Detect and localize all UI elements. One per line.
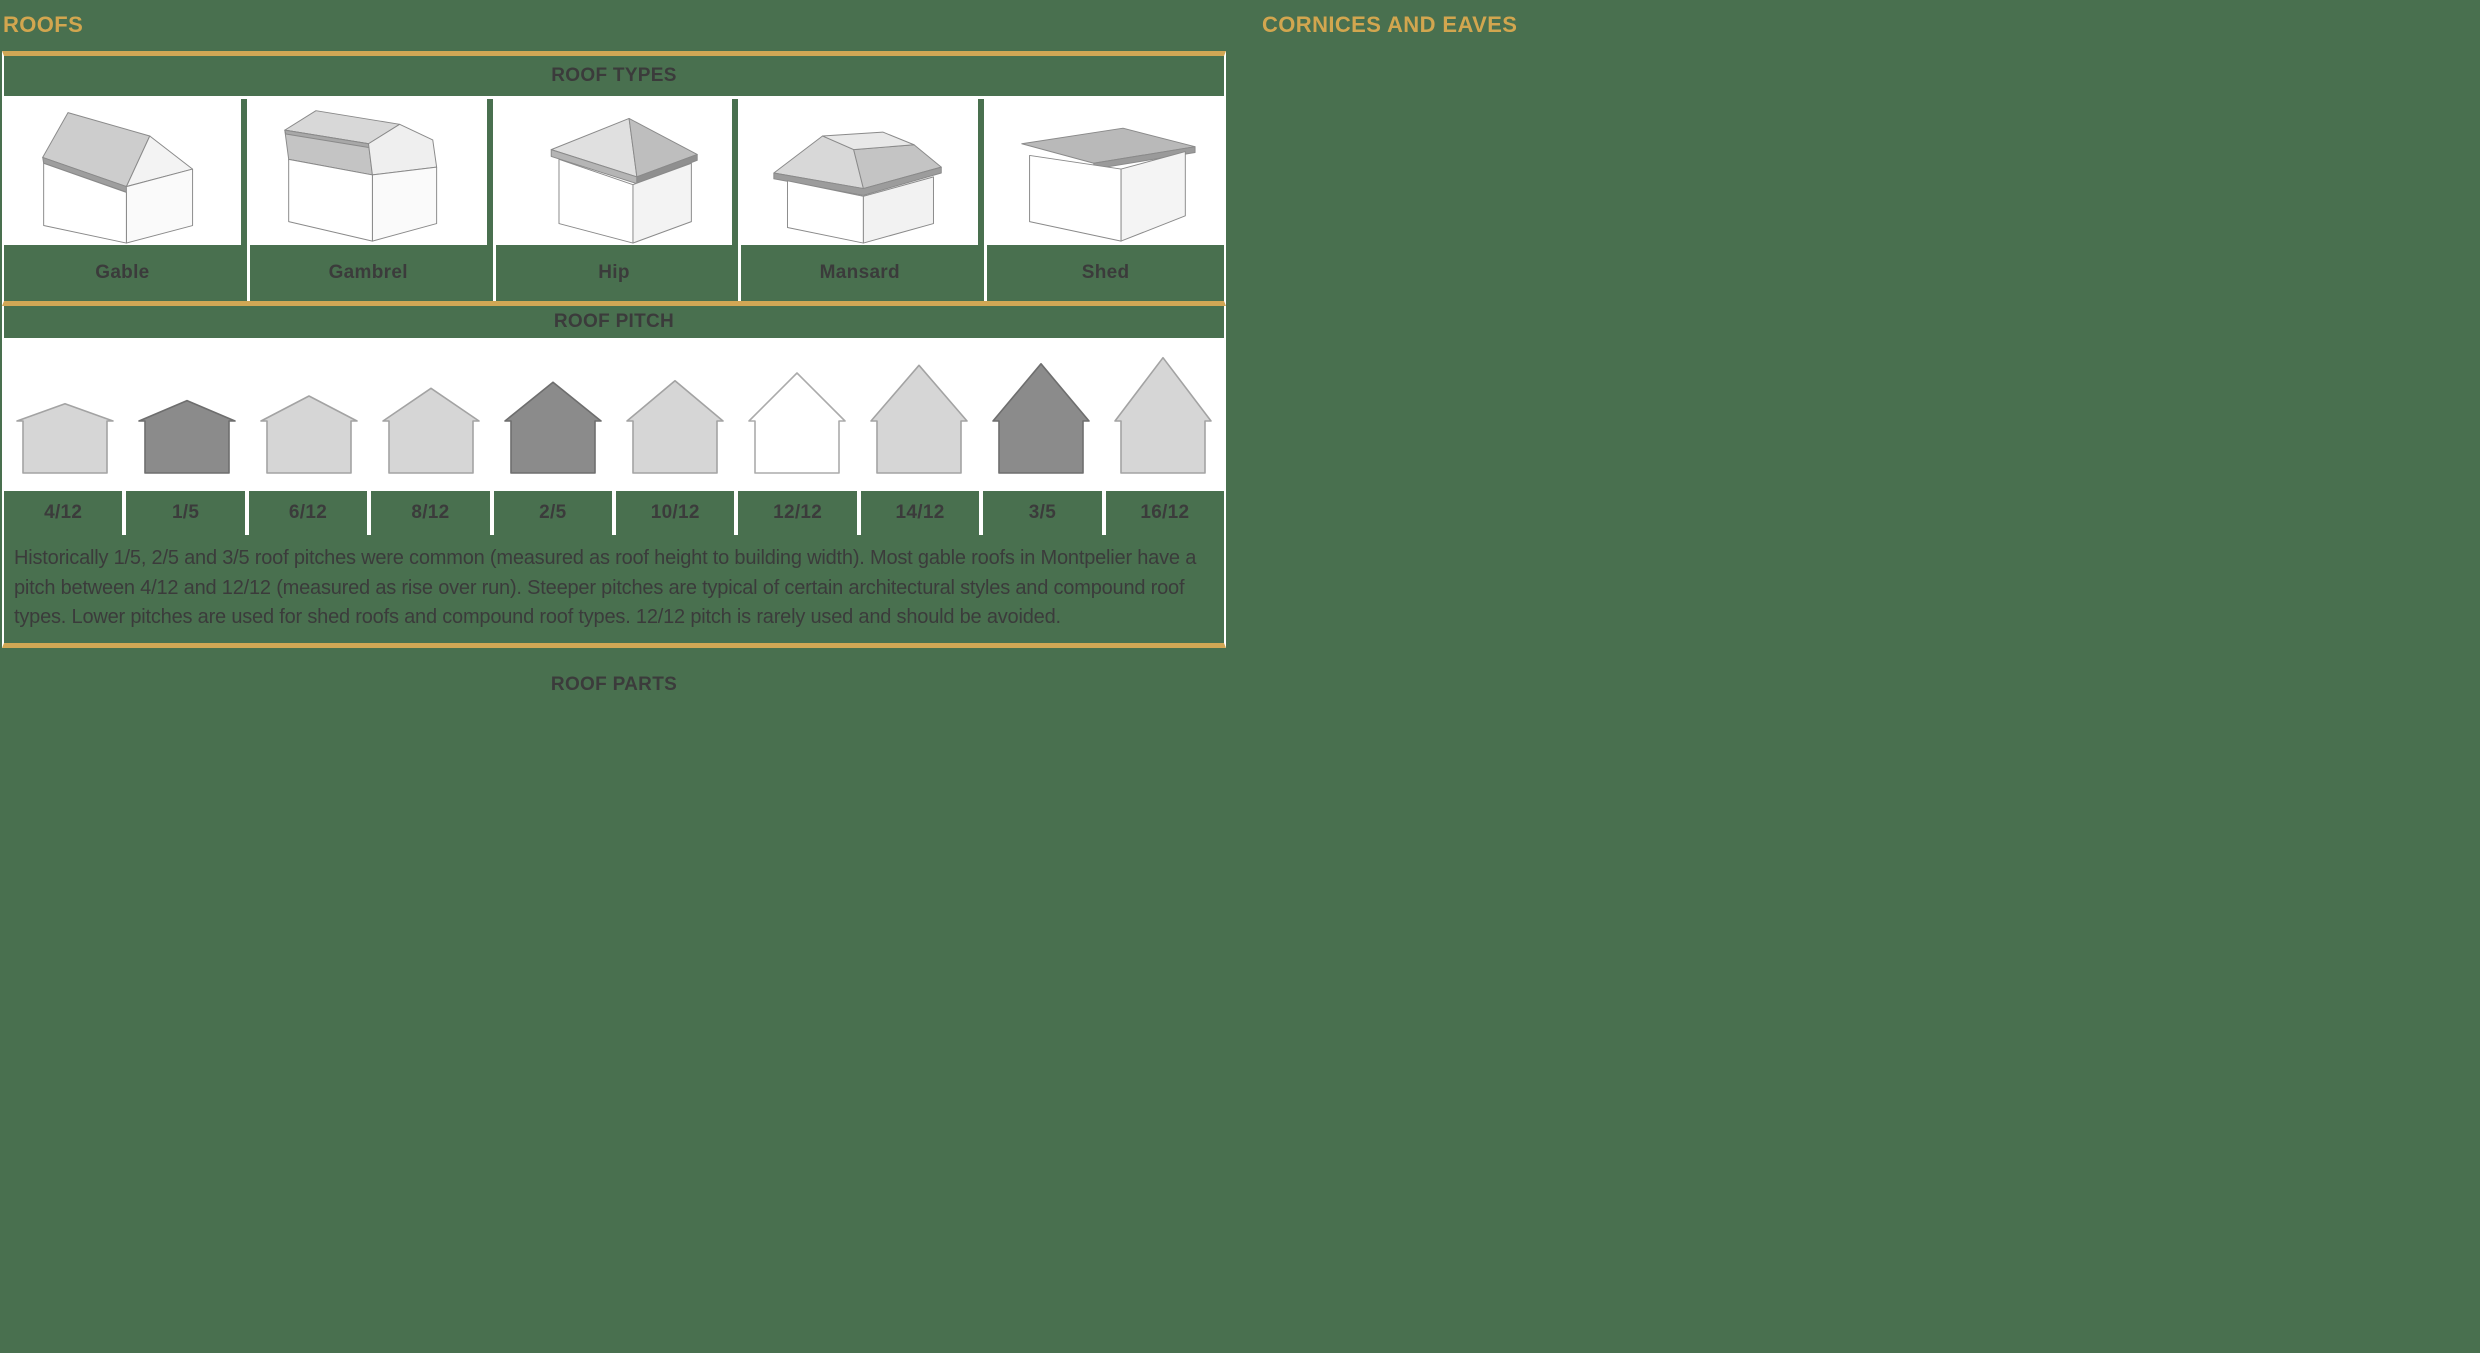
roof-pitch-label: 4/12 — [44, 502, 83, 523]
roof-type-label: Mansard — [738, 245, 978, 301]
roof-pitch-table — [2, 306, 1226, 648]
pitch-house-illustration — [747, 345, 847, 477]
roof-pitch-cell — [492, 338, 614, 491]
gable-roof-illustration — [25, 99, 220, 245]
roof-types-header: ROOF TYPES — [4, 56, 1224, 99]
roof-type-image-cell — [738, 99, 978, 245]
roof-pitch-illustration-row — [4, 338, 1224, 491]
roof-pitch-cell — [4, 338, 126, 491]
roof-types-image-row — [4, 99, 1224, 245]
mansard-roof-illustration — [762, 99, 957, 245]
gambrel-roof-illustration — [271, 99, 466, 245]
roof-pitch-cell — [1102, 338, 1224, 491]
roof-type-label: Gable — [95, 262, 150, 283]
pitch-house-illustration — [625, 345, 725, 477]
roof-type-image-cell — [4, 99, 241, 245]
roof-pitch-label: 14/12 — [857, 491, 979, 535]
roof-type-label: Hip — [493, 245, 733, 301]
roofs-section-title: ROOFS — [3, 12, 84, 37]
roof-type-label: Shed — [984, 245, 1224, 301]
roof-types-label-row — [4, 245, 1224, 301]
roof-pitch-label: 6/12 — [245, 491, 367, 535]
roof-pitch-cell — [614, 338, 736, 491]
shed-roof-illustration — [1008, 99, 1203, 245]
roof-type-label: Gambrel — [247, 245, 487, 301]
pitch-house-illustration — [991, 345, 1091, 477]
roof-pitch-cell — [248, 338, 370, 491]
roof-pitch-note: Historically 1/5, 2/5 and 3/5 roof pitches were common (measured as roof height to building width). Most gable roofs in Montpelier have a pitch between 4/12 and 12/12 (measured as rise over run). Steeper pitches are typical of certain architectural styles and compound roof types. Lower pitches are used for shed roofs and compound roof types. 12/12 pitch is rarely used and should be avoided. — [14, 547, 1197, 628]
roof-pitch-label: 8/12 — [367, 491, 489, 535]
roof-pitch-cell — [858, 338, 980, 491]
pitch-house-illustration — [1113, 345, 1213, 477]
pitch-house-illustration — [15, 345, 115, 477]
pitch-house-illustration — [869, 345, 969, 477]
roof-pitch-cell — [126, 338, 248, 491]
roof-type-image-cell — [493, 99, 733, 245]
roof-pitch-cell — [980, 338, 1102, 491]
roof-pitch-cell — [736, 338, 858, 491]
roof-pitch-cell — [370, 338, 492, 491]
roof-type-image-cell — [984, 99, 1224, 245]
pitch-house-illustration — [259, 345, 359, 477]
roof-pitch-label: 3/5 — [979, 491, 1101, 535]
hip-roof-illustration — [516, 99, 711, 245]
roof-pitch-label: 2/5 — [490, 491, 612, 535]
roof-pitch-label: 16/12 — [1102, 491, 1224, 535]
roof-types-table — [2, 51, 1226, 306]
roof-type-image-cell — [247, 99, 487, 245]
roof-pitch-header: ROOF PITCH — [553, 311, 675, 332]
roof-pitch-label: 10/12 — [612, 491, 734, 535]
roof-pitch-label: 1/5 — [122, 491, 244, 535]
roof-pitch-label-row — [4, 491, 1224, 535]
cornices-and-eaves-section-title: CORNICES AND EAVES — [1262, 12, 1518, 37]
pitch-house-illustration — [137, 345, 237, 477]
roof-pitch-label: 12/12 — [734, 491, 856, 535]
pitch-house-illustration — [381, 345, 481, 477]
roofs-section — [2, 51, 1226, 696]
roof-parts-header: ROOF PARTS — [550, 673, 678, 695]
pitch-house-illustration — [503, 345, 603, 477]
